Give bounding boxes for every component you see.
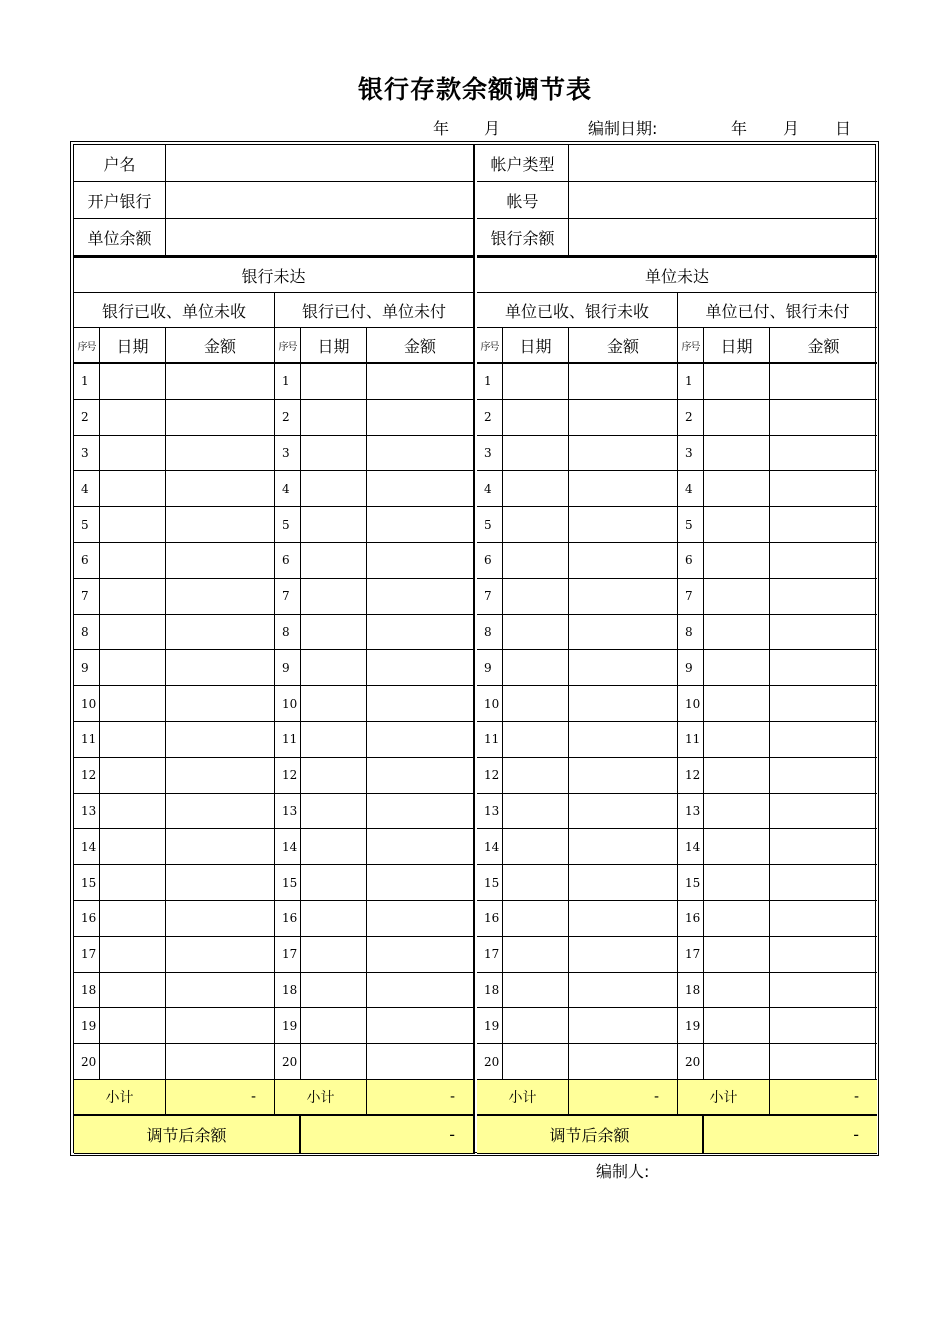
period-year-label: 年 xyxy=(433,119,450,138)
row-amount-cell[interactable] xyxy=(367,973,475,1009)
row-amount-cell[interactable] xyxy=(367,1008,475,1044)
row-date-cell[interactable] xyxy=(503,543,569,579)
row-seq-15: 15 xyxy=(275,865,301,901)
row-amount-cell[interactable] xyxy=(569,436,678,472)
row-date-cell[interactable] xyxy=(503,471,569,507)
row-date-cell[interactable] xyxy=(100,865,166,901)
row-seq-20: 20 xyxy=(477,1044,503,1080)
subtotal-label: 小计 xyxy=(477,1080,569,1116)
account-name-field[interactable] xyxy=(166,145,475,182)
row-amount-cell[interactable] xyxy=(367,937,475,973)
row-seq-17: 17 xyxy=(74,937,100,973)
row-date-cell[interactable] xyxy=(503,937,569,973)
row-amount-cell[interactable] xyxy=(770,937,877,973)
row-seq-6: 6 xyxy=(74,543,100,579)
row-seq-9: 9 xyxy=(275,650,301,686)
row-seq-11: 11 xyxy=(477,722,503,758)
row-seq-14: 14 xyxy=(74,829,100,865)
row-seq-15: 15 xyxy=(477,865,503,901)
date-day-label: 日 xyxy=(835,119,852,138)
row-date-cell[interactable] xyxy=(704,650,770,686)
row-seq-4: 4 xyxy=(477,471,503,507)
row-amount-cell[interactable] xyxy=(166,436,275,472)
row-date-cell[interactable] xyxy=(100,937,166,973)
row-amount-cell[interactable] xyxy=(569,507,678,543)
row-date-cell[interactable] xyxy=(100,543,166,579)
row-date-cell[interactable] xyxy=(301,507,367,543)
row-date-cell[interactable] xyxy=(100,901,166,937)
row-seq-14: 14 xyxy=(678,829,704,865)
row-date-cell[interactable] xyxy=(100,722,166,758)
row-seq-18: 18 xyxy=(275,973,301,1009)
row-amount-cell[interactable] xyxy=(367,579,475,615)
col-date-header: 日期 xyxy=(503,328,569,364)
row-amount-cell[interactable] xyxy=(569,794,678,830)
col-seq-header: 序号 xyxy=(74,328,100,364)
row-date-cell[interactable] xyxy=(100,686,166,722)
row-amount-cell[interactable] xyxy=(569,686,678,722)
row-date-cell[interactable] xyxy=(100,507,166,543)
row-date-cell[interactable] xyxy=(301,937,367,973)
row-date-cell[interactable] xyxy=(704,579,770,615)
row-date-cell[interactable] xyxy=(704,1044,770,1080)
group-header-4: 单位已付、银行未付 xyxy=(678,293,877,328)
col-amount-header: 金额 xyxy=(367,328,475,364)
row-amount-cell[interactable] xyxy=(166,579,275,615)
row-seq-3: 3 xyxy=(477,436,503,472)
row-seq-2: 2 xyxy=(275,400,301,436)
row-date-cell[interactable] xyxy=(301,543,367,579)
reconciliation-table xyxy=(70,141,879,1156)
row-seq-4: 4 xyxy=(678,471,704,507)
row-amount-cell[interactable] xyxy=(569,471,678,507)
row-seq-8: 8 xyxy=(74,615,100,651)
row-seq-6: 6 xyxy=(275,543,301,579)
row-amount-cell[interactable] xyxy=(367,1044,475,1080)
unit-balance-label: 单位余额 xyxy=(74,219,166,256)
row-seq-8: 8 xyxy=(678,615,704,651)
adjusted-balance-value-left: - xyxy=(301,1116,475,1154)
row-seq-18: 18 xyxy=(678,973,704,1009)
row-amount-cell[interactable] xyxy=(569,650,678,686)
row-date-cell[interactable] xyxy=(704,722,770,758)
row-amount-cell[interactable] xyxy=(166,1008,275,1044)
row-amount-cell[interactable] xyxy=(770,507,877,543)
row-amount-cell[interactable] xyxy=(770,650,877,686)
row-seq-3: 3 xyxy=(74,436,100,472)
row-amount-cell[interactable] xyxy=(569,364,678,400)
subtotal-value: - xyxy=(367,1080,475,1116)
row-date-cell[interactable] xyxy=(301,1044,367,1080)
row-seq-5: 5 xyxy=(275,507,301,543)
row-amount-cell[interactable] xyxy=(770,364,877,400)
row-date-cell[interactable] xyxy=(100,364,166,400)
row-date-cell[interactable] xyxy=(301,722,367,758)
row-seq-7: 7 xyxy=(275,579,301,615)
row-amount-cell[interactable] xyxy=(569,543,678,579)
row-date-cell[interactable] xyxy=(301,794,367,830)
row-date-cell[interactable] xyxy=(100,758,166,794)
row-seq-19: 19 xyxy=(477,1008,503,1044)
row-date-cell[interactable] xyxy=(301,901,367,937)
col-amount-header: 金额 xyxy=(569,328,678,364)
adjusted-balance-value-right: - xyxy=(704,1116,877,1154)
row-seq-2: 2 xyxy=(678,400,704,436)
row-seq-12: 12 xyxy=(275,758,301,794)
row-date-cell[interactable] xyxy=(100,1008,166,1044)
row-date-cell[interactable] xyxy=(704,973,770,1009)
account-no-field[interactable] xyxy=(569,182,877,219)
bank-label: 开户银行 xyxy=(74,182,166,219)
row-amount-cell[interactable] xyxy=(770,400,877,436)
row-seq-1: 1 xyxy=(678,364,704,400)
row-amount-cell[interactable] xyxy=(166,865,275,901)
row-date-cell[interactable] xyxy=(704,615,770,651)
row-date-cell[interactable] xyxy=(704,865,770,901)
subtotal-value: - xyxy=(569,1080,678,1116)
account-type-field[interactable] xyxy=(569,145,877,182)
row-amount-cell[interactable] xyxy=(569,901,678,937)
row-amount-cell[interactable] xyxy=(367,686,475,722)
date-year-label: 年 xyxy=(731,119,748,138)
row-amount-cell[interactable] xyxy=(367,901,475,937)
row-date-cell[interactable] xyxy=(301,686,367,722)
row-date-cell[interactable] xyxy=(503,686,569,722)
row-date-cell[interactable] xyxy=(100,615,166,651)
row-date-cell[interactable] xyxy=(704,686,770,722)
row-amount-cell[interactable] xyxy=(166,364,275,400)
row-amount-cell[interactable] xyxy=(367,507,475,543)
col-amount-header: 金额 xyxy=(166,328,275,364)
row-seq-20: 20 xyxy=(275,1044,301,1080)
row-seq-18: 18 xyxy=(477,973,503,1009)
row-date-cell[interactable] xyxy=(100,650,166,686)
period-month-label: 月 xyxy=(484,119,501,138)
row-seq-17: 17 xyxy=(275,937,301,973)
row-amount-cell[interactable] xyxy=(770,865,877,901)
subtotal-label: 小计 xyxy=(74,1080,166,1116)
row-seq-11: 11 xyxy=(678,722,704,758)
row-date-cell[interactable] xyxy=(503,650,569,686)
row-seq-15: 15 xyxy=(74,865,100,901)
row-seq-13: 13 xyxy=(678,794,704,830)
row-seq-18: 18 xyxy=(74,973,100,1009)
row-date-cell[interactable] xyxy=(503,794,569,830)
row-date-cell[interactable] xyxy=(100,400,166,436)
row-amount-cell[interactable] xyxy=(770,1044,877,1080)
row-date-cell[interactable] xyxy=(704,436,770,472)
row-amount-cell[interactable] xyxy=(770,543,877,579)
group-header-2: 银行已付、单位未付 xyxy=(275,293,475,328)
row-date-cell[interactable] xyxy=(503,1044,569,1080)
row-amount-cell[interactable] xyxy=(166,400,275,436)
row-seq-6: 6 xyxy=(678,543,704,579)
group-header-1: 银行已收、单位未收 xyxy=(74,293,275,328)
row-amount-cell[interactable] xyxy=(569,937,678,973)
row-date-cell[interactable] xyxy=(301,615,367,651)
row-seq-12: 12 xyxy=(477,758,503,794)
row-amount-cell[interactable] xyxy=(367,400,475,436)
col-amount-header: 金额 xyxy=(770,328,877,364)
row-amount-cell[interactable] xyxy=(367,829,475,865)
col-seq-header: 序号 xyxy=(678,328,704,364)
row-amount-cell[interactable] xyxy=(367,471,475,507)
row-seq-8: 8 xyxy=(477,615,503,651)
row-seq-14: 14 xyxy=(275,829,301,865)
row-amount-cell[interactable] xyxy=(770,686,877,722)
row-date-cell[interactable] xyxy=(100,973,166,1009)
row-amount-cell[interactable] xyxy=(367,758,475,794)
row-amount-cell[interactable] xyxy=(770,1008,877,1044)
row-date-cell[interactable] xyxy=(503,436,569,472)
row-seq-1: 1 xyxy=(275,364,301,400)
row-date-cell[interactable] xyxy=(503,829,569,865)
row-amount-cell[interactable] xyxy=(770,901,877,937)
row-amount-cell[interactable] xyxy=(770,722,877,758)
row-amount-cell[interactable] xyxy=(166,758,275,794)
row-date-cell[interactable] xyxy=(100,794,166,830)
table-grid xyxy=(73,144,876,1153)
subtotal-label: 小计 xyxy=(678,1080,770,1116)
row-seq-15: 15 xyxy=(678,865,704,901)
row-seq-9: 9 xyxy=(74,650,100,686)
row-seq-19: 19 xyxy=(275,1008,301,1044)
row-amount-cell[interactable] xyxy=(367,794,475,830)
row-date-cell[interactable] xyxy=(100,829,166,865)
row-date-cell[interactable] xyxy=(704,937,770,973)
row-seq-17: 17 xyxy=(678,937,704,973)
row-seq-4: 4 xyxy=(74,471,100,507)
col-seq-header: 序号 xyxy=(275,328,301,364)
bank-outstanding-header: 银行未达 xyxy=(74,256,475,293)
unit-balance-field[interactable] xyxy=(166,219,475,256)
account-no-label: 帐号 xyxy=(477,182,569,219)
row-date-cell[interactable] xyxy=(301,865,367,901)
row-seq-19: 19 xyxy=(74,1008,100,1044)
row-date-cell[interactable] xyxy=(301,579,367,615)
row-amount-cell[interactable] xyxy=(770,579,877,615)
row-date-cell[interactable] xyxy=(503,400,569,436)
row-amount-cell[interactable] xyxy=(770,973,877,1009)
row-amount-cell[interactable] xyxy=(770,758,877,794)
row-amount-cell[interactable] xyxy=(569,758,678,794)
row-seq-7: 7 xyxy=(74,579,100,615)
row-seq-13: 13 xyxy=(74,794,100,830)
row-amount-cell[interactable] xyxy=(166,686,275,722)
row-amount-cell[interactable] xyxy=(569,579,678,615)
row-seq-9: 9 xyxy=(477,650,503,686)
row-amount-cell[interactable] xyxy=(166,507,275,543)
row-date-cell[interactable] xyxy=(301,1008,367,1044)
row-amount-cell[interactable] xyxy=(569,615,678,651)
account-type-label: 帐户类型 xyxy=(477,145,569,182)
row-seq-16: 16 xyxy=(678,901,704,937)
row-seq-1: 1 xyxy=(477,364,503,400)
row-seq-16: 16 xyxy=(74,901,100,937)
row-amount-cell[interactable] xyxy=(367,364,475,400)
row-date-cell[interactable] xyxy=(301,829,367,865)
row-date-cell[interactable] xyxy=(704,471,770,507)
col-seq-header: 序号 xyxy=(477,328,503,364)
row-seq-10: 10 xyxy=(477,686,503,722)
adjusted-balance-label-left: 调节后余额 xyxy=(74,1116,301,1154)
col-date-header: 日期 xyxy=(301,328,367,364)
row-amount-cell[interactable] xyxy=(166,650,275,686)
row-date-cell[interactable] xyxy=(704,758,770,794)
col-date-header: 日期 xyxy=(100,328,166,364)
row-amount-cell[interactable] xyxy=(367,615,475,651)
row-seq-20: 20 xyxy=(74,1044,100,1080)
row-date-cell[interactable] xyxy=(704,794,770,830)
row-amount-cell[interactable] xyxy=(569,829,678,865)
row-amount-cell[interactable] xyxy=(166,543,275,579)
row-date-cell[interactable] xyxy=(704,829,770,865)
bank-balance-field[interactable] xyxy=(569,219,877,256)
row-date-cell[interactable] xyxy=(301,650,367,686)
row-seq-10: 10 xyxy=(74,686,100,722)
row-amount-cell[interactable] xyxy=(569,400,678,436)
row-seq-16: 16 xyxy=(275,901,301,937)
date-month-label: 月 xyxy=(783,119,800,138)
row-amount-cell[interactable] xyxy=(770,615,877,651)
row-seq-13: 13 xyxy=(275,794,301,830)
subtotal-value: - xyxy=(166,1080,275,1116)
row-seq-9: 9 xyxy=(678,650,704,686)
row-seq-20: 20 xyxy=(678,1044,704,1080)
row-seq-16: 16 xyxy=(477,901,503,937)
compile-date-label: 编制日期: xyxy=(588,119,658,138)
row-seq-7: 7 xyxy=(678,579,704,615)
row-amount-cell[interactable] xyxy=(569,722,678,758)
row-date-cell[interactable] xyxy=(503,722,569,758)
row-amount-cell[interactable] xyxy=(166,901,275,937)
row-seq-10: 10 xyxy=(275,686,301,722)
row-date-cell[interactable] xyxy=(503,507,569,543)
row-amount-cell[interactable] xyxy=(367,436,475,472)
row-seq-4: 4 xyxy=(275,471,301,507)
row-amount-cell[interactable] xyxy=(367,722,475,758)
row-date-cell[interactable] xyxy=(301,364,367,400)
row-seq-2: 2 xyxy=(74,400,100,436)
bank-field[interactable] xyxy=(166,182,475,219)
row-date-cell[interactable] xyxy=(100,471,166,507)
row-seq-19: 19 xyxy=(678,1008,704,1044)
page-title: 银行存款余额调节表 xyxy=(357,75,592,104)
group-header-3: 单位已收、银行未收 xyxy=(477,293,678,328)
row-date-cell[interactable] xyxy=(503,364,569,400)
row-amount-cell[interactable] xyxy=(166,973,275,1009)
subtotal-value: - xyxy=(770,1080,877,1116)
row-amount-cell[interactable] xyxy=(166,937,275,973)
row-seq-5: 5 xyxy=(477,507,503,543)
row-amount-cell[interactable] xyxy=(569,1044,678,1080)
row-amount-cell[interactable] xyxy=(770,794,877,830)
row-amount-cell[interactable] xyxy=(166,794,275,830)
row-date-cell[interactable] xyxy=(301,436,367,472)
row-seq-2: 2 xyxy=(477,400,503,436)
row-seq-11: 11 xyxy=(74,722,100,758)
row-seq-5: 5 xyxy=(74,507,100,543)
compiler-label: 编制人: xyxy=(596,1162,650,1181)
row-date-cell[interactable] xyxy=(301,471,367,507)
row-amount-cell[interactable] xyxy=(166,1044,275,1080)
row-amount-cell[interactable] xyxy=(770,436,877,472)
row-date-cell[interactable] xyxy=(503,901,569,937)
row-date-cell[interactable] xyxy=(100,1044,166,1080)
row-amount-cell[interactable] xyxy=(166,722,275,758)
row-date-cell[interactable] xyxy=(704,507,770,543)
row-amount-cell[interactable] xyxy=(569,865,678,901)
row-amount-cell[interactable] xyxy=(367,543,475,579)
row-seq-10: 10 xyxy=(678,686,704,722)
row-date-cell[interactable] xyxy=(704,901,770,937)
row-date-cell[interactable] xyxy=(301,758,367,794)
row-amount-cell[interactable] xyxy=(569,1008,678,1044)
row-amount-cell[interactable] xyxy=(770,829,877,865)
row-seq-12: 12 xyxy=(74,758,100,794)
bank-balance-label: 银行余额 xyxy=(477,219,569,256)
row-seq-5: 5 xyxy=(678,507,704,543)
row-amount-cell[interactable] xyxy=(166,615,275,651)
row-seq-17: 17 xyxy=(477,937,503,973)
row-date-cell[interactable] xyxy=(503,579,569,615)
row-date-cell[interactable] xyxy=(704,400,770,436)
row-date-cell[interactable] xyxy=(704,543,770,579)
row-seq-8: 8 xyxy=(275,615,301,651)
row-seq-3: 3 xyxy=(275,436,301,472)
row-date-cell[interactable] xyxy=(503,865,569,901)
row-date-cell[interactable] xyxy=(301,973,367,1009)
row-seq-11: 11 xyxy=(275,722,301,758)
subtotal-label: 小计 xyxy=(275,1080,367,1116)
row-amount-cell[interactable] xyxy=(367,650,475,686)
row-date-cell[interactable] xyxy=(704,1008,770,1044)
row-seq-1: 1 xyxy=(74,364,100,400)
row-seq-3: 3 xyxy=(678,436,704,472)
row-amount-cell[interactable] xyxy=(367,865,475,901)
row-seq-6: 6 xyxy=(477,543,503,579)
row-seq-12: 12 xyxy=(678,758,704,794)
row-seq-13: 13 xyxy=(477,794,503,830)
account-name-label: 户名 xyxy=(74,145,166,182)
row-date-cell[interactable] xyxy=(100,436,166,472)
row-date-cell[interactable] xyxy=(503,1008,569,1044)
row-amount-cell[interactable] xyxy=(569,973,678,1009)
row-date-cell[interactable] xyxy=(503,615,569,651)
row-date-cell[interactable] xyxy=(301,400,367,436)
adjusted-balance-label-right: 调节后余额 xyxy=(477,1116,704,1154)
row-amount-cell[interactable] xyxy=(770,471,877,507)
unit-outstanding-header: 单位未达 xyxy=(477,256,877,293)
row-seq-14: 14 xyxy=(477,829,503,865)
row-amount-cell[interactable] xyxy=(166,471,275,507)
row-date-cell[interactable] xyxy=(704,364,770,400)
row-date-cell[interactable] xyxy=(503,973,569,1009)
col-date-header: 日期 xyxy=(704,328,770,364)
row-date-cell[interactable] xyxy=(100,579,166,615)
row-date-cell[interactable] xyxy=(503,758,569,794)
row-seq-7: 7 xyxy=(477,579,503,615)
row-amount-cell[interactable] xyxy=(166,829,275,865)
